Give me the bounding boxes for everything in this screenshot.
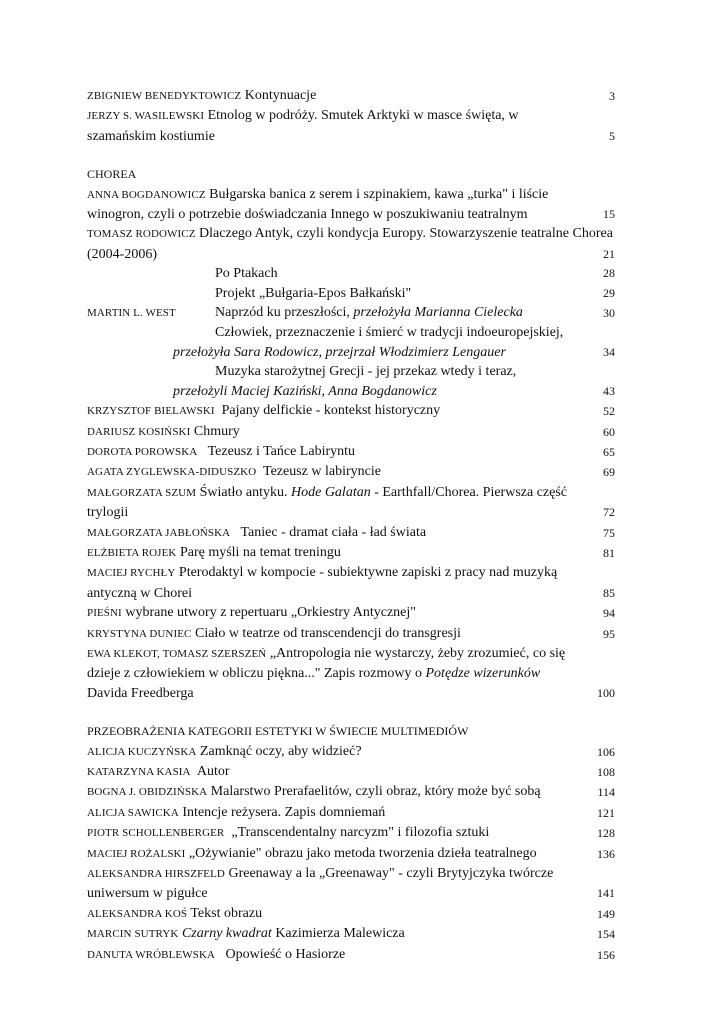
entry-author: PIEŚNI — [87, 607, 122, 620]
entry-author: KATARZYNA KASIA — [87, 766, 191, 778]
entry-title-italic: Czarny kwadrat — [181, 926, 272, 942]
entry-page: 29 — [603, 285, 615, 300]
entry-page: 81 — [603, 545, 615, 560]
entry-title-rest: Davida Freedberga — [87, 685, 194, 701]
entry-author: ELŻBIETA ROJEK — [87, 546, 177, 559]
section-heading-chorea: CHOREA — [87, 167, 137, 182]
entry-page: 106 — [597, 744, 615, 759]
toc-entry — [87, 462, 615, 482]
toc-entry — [87, 523, 615, 543]
entry-author: EWA KLEKOT, TOMASZ SZERSZEŃ — [87, 647, 267, 660]
entry-title-rest: Kazimierza Malewicza — [275, 926, 405, 942]
toc-entry — [87, 945, 615, 965]
toc-entry — [87, 563, 615, 603]
toc-entry — [87, 106, 615, 146]
entry-title-italic: Potędze wizerunków — [425, 666, 541, 682]
entry-author: MAŁGORZATA SZUM — [87, 486, 197, 499]
entry-author: BOGNA J. OBIDZIŃSKA — [87, 786, 208, 799]
entry-title: Autor — [196, 764, 230, 779]
toc-entry — [87, 422, 615, 442]
entry-page: 21 — [603, 246, 615, 261]
entry-title: Etnolog w podróży. Smutek Arktyki w masce święta, w szamańskim kostiumie — [87, 108, 519, 144]
entry-translator: przełożyła Marianna Cielecka — [353, 305, 523, 321]
entry-translator: przełożyli Maciej Kaziński, Anna Bogdanowicz — [173, 383, 437, 399]
toc-entry — [87, 624, 615, 644]
entry-title: Pajany delfickie - kontekst historyczny — [221, 403, 441, 419]
entry-page: 100 — [597, 685, 615, 700]
entry-page: 60 — [603, 424, 615, 439]
entry-title: Naprzód ku przeszłości, — [215, 305, 350, 321]
entry-title-italic: Hode Galatan — [291, 484, 371, 500]
toc-entry — [87, 803, 615, 823]
entry-author: ALICJA SAWICKA — [87, 806, 179, 819]
entry-title: Tezeusz i Tańce Labiryntu — [207, 443, 356, 459]
entry-author: JERZY S. WASILEWSKI — [87, 110, 205, 123]
entry-page: 141 — [597, 886, 615, 901]
entry-page: 128 — [597, 826, 615, 841]
entry-page: 85 — [603, 585, 615, 600]
entry-author: KRZYSZTOF BIELAWSKI — [87, 405, 215, 418]
entry-page: 149 — [597, 906, 615, 921]
toc-entry — [87, 543, 615, 563]
section-heading-multimedia: PRZEOBRAŻENIA KATEGORII ESTETYKI W ŚWIECIE MULTIMEDIÓW — [87, 724, 469, 739]
entry-author: MARCIN SUTRYK — [87, 928, 179, 941]
toc-entry — [87, 844, 615, 864]
entry-title: Greenaway a la „Greenaway" - czyli Brytyjczyka twórcze uniwersum w pigułce — [87, 866, 554, 902]
entry-page: 30 — [603, 306, 615, 321]
entry-author: TOMASZ RODOWICZ — [87, 228, 196, 241]
entry-title: Światło antyku. — [199, 484, 288, 500]
toc-entry — [87, 401, 615, 421]
toc-entry — [87, 644, 615, 703]
entry-title: Parę myśli na temat treningu — [179, 544, 341, 560]
entry-author: ZBIGNIEW BENEDYKTOWICZ — [87, 90, 242, 102]
entry-page: 95 — [603, 626, 615, 641]
toc-entry — [87, 603, 615, 623]
entry-title: Projekt „Bułgaria-Epos Bałkański" — [215, 285, 412, 301]
entry-author: ALEKSANDRA KOŚ — [87, 907, 188, 920]
entry-author: MAŁGORZATA JABŁOŃSKA — [87, 526, 231, 539]
entry-page: 28 — [603, 266, 615, 281]
entry-title: Ciało w teatrze od transcendencji do transgresji — [194, 625, 461, 641]
entry-page: 69 — [603, 465, 615, 480]
entry-title: Muzyka starożytnej Grecji - jej przekaz wtedy i teraz, — [215, 364, 517, 380]
entry-page: 108 — [597, 765, 615, 779]
entry-title: Tekst obrazu — [190, 905, 263, 921]
entry-title: Taniec - dramat ciała - ład świata — [240, 524, 427, 540]
toc-entry — [87, 362, 615, 401]
entry-author: MARTIN L. WEST — [87, 307, 176, 320]
toc-entry — [87, 284, 615, 303]
toc-entry — [87, 442, 615, 462]
entry-title: „Ożywianie" obrazu jako metoda tworzenia dzieła teatralnego — [188, 845, 537, 861]
entry-page: 154 — [597, 927, 615, 942]
entry-title: Dlaczego Antyk, czyli kondycja Europy. Stowarzyszenie teatralne Chorea (2004-2006) — [87, 226, 613, 262]
entry-page: 121 — [597, 805, 615, 820]
entry-page: 72 — [603, 505, 615, 520]
entry-author: ALICJA KUCZYŃSKA — [87, 745, 197, 758]
entry-title: Tezeusz w labiryncie — [263, 464, 381, 480]
entry-title: Bułgarska banica z serem i szpinakiem, kawa „turka" i liście winogron, czyli o potrzebie doświadczania Innego w poszukiwaniu teatralnym — [87, 186, 549, 223]
toc-entry — [87, 904, 615, 924]
entry-page: 5 — [609, 128, 615, 143]
entry-title: wybrane utwory z repertuaru „Orkiestry Antycznej" — [125, 605, 416, 621]
entry-title: Pterodaktyl w kompocie - subiektywne zapiski z pracy nad muzyką antyczną w Chorei — [87, 565, 558, 601]
toc-entry — [87, 823, 615, 843]
entry-title: Intencje reżysera. Zapis domniemań — [182, 804, 386, 820]
entry-author: PIOTR SCHOLLENBERGER — [87, 827, 225, 840]
toc-entry — [87, 323, 615, 362]
toc-entry — [87, 483, 615, 523]
toc-entry — [87, 264, 615, 283]
toc-entry — [87, 185, 615, 225]
entry-page: 52 — [603, 404, 615, 419]
toc-entry — [87, 924, 615, 944]
entry-title: „Transcendentalny narcyzm" i filozofia sztuki — [231, 825, 490, 841]
entry-page: 136 — [597, 846, 615, 861]
toc-entry — [87, 742, 615, 762]
table-of-contents — [87, 86, 615, 965]
entry-page: 156 — [597, 947, 615, 962]
entry-page: 3 — [609, 89, 615, 103]
entry-title: Człowiek, przeznaczenie i śmierć w tradycji indoeuropejskiej, — [215, 325, 564, 341]
toc-entry — [87, 864, 615, 904]
entry-author: DOROTA POROWSKA — [87, 445, 198, 458]
entry-title: Opowieść o Hasiorze — [225, 946, 346, 962]
entry-title: Malarstwo Prerafaelitów, czyli obraz, który może być sobą — [210, 784, 541, 800]
entry-author: AGATA ZYGLEWSKA-DIDUSZKO — [87, 466, 257, 479]
entry-page: 114 — [597, 785, 615, 800]
entry-title: „Antropologia nie wystarczy, żeby zrozumieć, co się dzieje z człowiekiem w obliczu piękna..." Zapis rozmowy o — [87, 645, 566, 682]
toc-entry — [87, 782, 615, 802]
entry-title: Zamknąć oczy, aby widzieć? — [199, 743, 362, 759]
entry-title: Chmury — [193, 423, 240, 439]
entry-author: KRYSTYNA DUNIEC — [87, 627, 192, 640]
entry-author: DARIUSZ KOSIŃSKI — [87, 425, 191, 438]
entry-title: Po Ptakach — [215, 266, 278, 282]
entry-page: 15 — [603, 207, 615, 222]
entry-page: 94 — [603, 606, 615, 621]
entry-page: 65 — [603, 444, 615, 459]
entry-author: ALEKSANDRA HIRSZFELD — [87, 868, 225, 881]
entry-author: MACIEJ ROŻALSKI — [87, 847, 186, 860]
entry-page: 43 — [603, 383, 615, 398]
toc-entry — [87, 303, 615, 323]
entry-author: DANUTA WRÓBLEWSKA — [87, 948, 216, 961]
entry-author: ANNA BOGDANOWICZ — [87, 188, 206, 201]
toc-entry — [87, 224, 615, 264]
toc-entry — [87, 86, 615, 106]
entry-page: 75 — [603, 525, 615, 540]
entry-page: 34 — [603, 344, 615, 359]
entry-author: MACIEJ RYCHŁY — [87, 567, 176, 580]
toc-entry — [87, 762, 615, 782]
entry-title: Kontynuacje — [244, 88, 317, 103]
entry-translator: przełożyła Sara Rodowicz, przejrzał Włodzimierz Lengauer — [173, 344, 506, 360]
entry-title-rest: - Earthfall/Chorea. Pierwsza część trylogii — [87, 484, 568, 521]
